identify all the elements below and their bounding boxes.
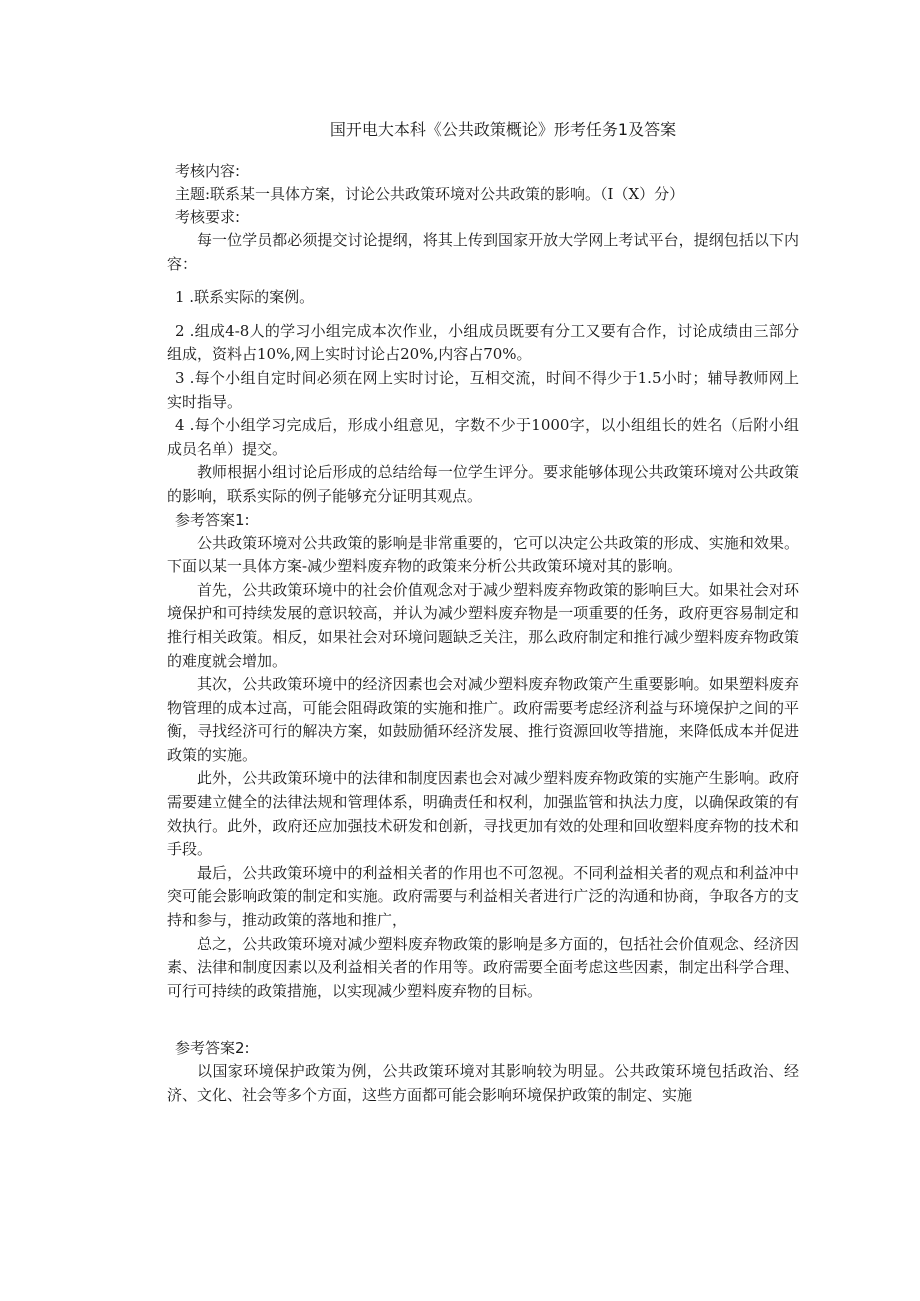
answer-1-paragraph: 公共政策环境对公共政策的影响是非常重要的，它可以决定公共政策的形成、实施和效果。下面以某一具体方案-减少塑料废弃物的政策来分析公共政策环境对其的影响。 — [167, 533, 799, 576]
requirement-item-1: 1 .联系实际的案例。 — [175, 288, 315, 307]
answer-1-heading: 参考答案1: — [175, 510, 250, 529]
assessment-requirements-heading: 考核要求: — [175, 208, 241, 226]
document-body — [167, 118, 799, 1108]
answer-1-paragraph: 此外，公共政策环境中的法律和制度因素也会对减少塑料废弃物政策的实施产生影响。政府需要建立健全的法律法规和管理体系，明确责任和权利，加强监管和执法力度，以确保政策的有效执行。此外，政府还应加强技术研发和创新，寻找更加有效的处理和回收塑料度弃物的技术和手段。 — [167, 769, 799, 859]
requirement-item-3: 3 .每个小组自定时间必须在网上实时讨论，互相交流，时间不得少于1.5小时；辅导教师网上实时指导。 — [167, 368, 799, 411]
document-title: 国开电大本科《公共政策概论》形考任务1及答案 — [329, 120, 677, 139]
answer-1-paragraph: 首先，公共政策环境中的社会价值观念对于减少塑料废弃物政策的影响巨大。如果社会对环境保护和可持续发展的意识较高，并认为减少塑料废弃物是一项重要的任务，政府更容易制定和推行相关政策。相反，如果社会对环境问题缺乏关注，那么政府制定和推行减少塑料废弃物政策的难度就会增加。 — [167, 580, 799, 670]
grading-note: 教师根据小组讨论后形成的总结给每一位学生评分。要求能够体现公共政策环境对公共政策的影响，联系实际的例子能够充分证明其观点。 — [167, 463, 799, 505]
requirement-item-2: 2 .组成4-8人的学习小组完成本次作业，小组成员既要有分工又要有合作，讨论成绩由三部分组成，资料占10%,网上实时讨论占20%,内容占70%。 — [167, 321, 799, 364]
answer-2-heading: 参考答案2: — [175, 1039, 250, 1058]
answer-1-paragraph: 总之，公共政策环境对减少塑料废弃物政策的影响是多方面的，包括社会价值观念、经济因素、法律和制度因素以及利益相关者的作用等。政府需要全面考虑这些因素，制定出科学合理、可行可持续的政策措施，以实现减少塑料废弃物的目标。 — [167, 934, 799, 1000]
answer-1-paragraph: 最后，公共政策环境中的利益相关者的作用也不可忽视。不同利益相关者的观点和利益冲中突可能会影响政策的制定和实施。政府需要与利益相关者进行广泛的沟通和协商，争取各方的支持和参与，推动政策的落地和推广， — [167, 863, 799, 930]
requirements-intro: 每一位学员都必须提交讨论提纲，将其上传到国家开放大学网上考试平台，提纲包括以下内容： — [167, 231, 799, 273]
assessment-content-heading: 考核内容: — [175, 162, 241, 180]
topic-line: 主题:联系某一具体方案，讨论公共政策环境对公共政策的影响。（I（X）分） — [175, 185, 685, 203]
requirement-item-4: 4 .每个小组学习完成后，形成小组意见，字数不少于1000字，以小组组长的姓名（后附小组成员名单）提交。 — [167, 416, 799, 458]
answer-1-paragraph: 其次，公共政策环境中的经济因素也会对减少塑料废弃物政策产生重要影响。如果塑料废弃物管理的成本过高，可能会阻碍政策的实施和推广。政府需要考虑经济利益与环境保护之间的平衡，寻找经济可行的解决方案，如鼓励循环经济发展、推行资源回收等措施，来降低成本并促进政策的实施。 — [167, 675, 799, 764]
answer-2-paragraph: 以国家环境保护政策为例，公共政策环境对其影响较为明显。公共政策环境包括政治、经济、文化、社会等多个方面，这些方面都可能会影响环境保护政策的制定、实施 — [167, 1062, 799, 1104]
